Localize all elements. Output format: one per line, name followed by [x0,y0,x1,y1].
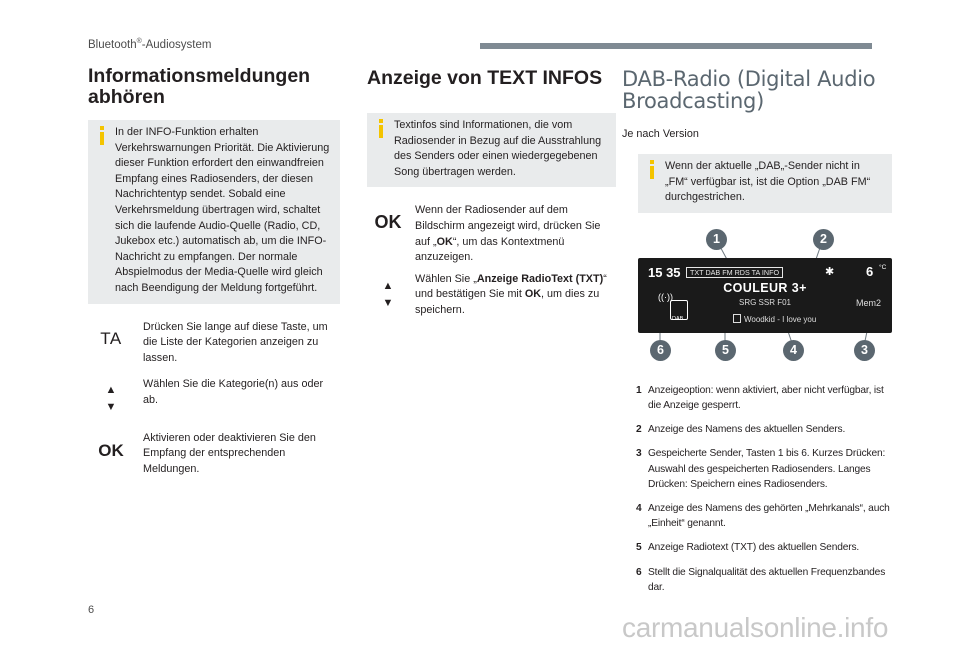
column-text-infos [367,66,616,319]
callout-badge-2: 2 [813,229,834,250]
callout-badge-5: 5 [715,340,736,361]
instruction-arrows: ▲ ▼ Wählen Sie „Anzeige RadioText (TXT)“ und bestätigen Sie mit OK, um dies zu speichern. [367,272,616,319]
callout-badge-6: 6 [650,340,671,361]
section-heading-text-infos: Anzeige von TEXT INFOS [367,67,603,89]
section-heading-info: Informationsmeldungen abhören [88,65,311,108]
instruction-arrows: ▲ ▼ Wählen Sie die Kategorie(n) aus oder ab. [88,377,340,408]
column-info-messages [88,66,340,477]
running-header: Bluetooth®-Audiosystem [88,38,212,51]
up-down-arrow-icon: ▲ ▼ [105,384,117,414]
legend-item: 2 Anzeige des Namens des aktuellen Senders. [636,424,846,436]
ta-button-icon: TA [100,328,122,348]
instruction-ok: OK Wenn der Radiosender auf dem Bildschirm angezeigt wird, drücken Sie auf „OK“, um das Kontextmenü anzuzeigen. [367,203,616,265]
status-options-bar: TXT DAB FM RDS TA INFO [686,267,783,278]
header-rule [480,43,872,49]
ok-button-icon: OK [374,212,402,233]
clock: 15 35 [648,264,681,280]
watermark: carmanualsonline.info [622,612,889,643]
callout-badge-1: 1 [706,229,727,250]
legend-item: 4 Anzeige des Namens des gehörten „Mehrkanals“, auch „Einheit“ genannt. [636,503,890,530]
multiplex-name: SRG SSR F01 [738,297,791,307]
bluetooth-icon: ✱ [825,265,835,278]
temperature-unit: °C [879,263,887,271]
legend-item: 6 Stellt die Signalqualität des aktuellen Frequenzbandes dar. [636,566,886,593]
legend-item: 3 Gespeicherte Sender, Tasten 1 bis 6. Kurzes Drücken: Auswahl des gespeicherten Radiosenders. Langes Drücken: Speichern eines Radiosenders. [636,448,886,490]
info-icon [647,160,658,179]
callout-badge-4: 4 [783,340,804,361]
signal-icon: ((·)) [658,291,673,302]
radiotext: Woodkid - I love you [733,314,816,324]
info-icon [97,126,108,145]
dab-label: DAB [672,315,684,322]
up-down-arrow-icon: ▲ ▼ [382,279,394,309]
legend-item: 1 Anzeigeoption: wenn aktiviert, aber nicht verfügbar, ist die Anzeige gesperrt. [636,384,884,411]
info-box: Wenn der aktuelle „DAB„-Sender nicht in „FM“ verfügbar ist, ist die Option „DAB FM“ durchgestrichen. [638,154,892,213]
station-name: COULEUR 3+ [723,280,807,295]
dab-screen-figure [622,227,892,363]
section-heading-dab: DAB-Radio (Digital Audio Broadcasting) [622,67,876,113]
temperature-value: 6 [866,263,874,279]
info-icon [376,119,387,138]
ok-button-icon: OK [98,440,124,460]
dab-display [638,258,892,333]
legend-item: 5 Anzeige Radiotext (TXT) des aktuellen Senders. [636,542,860,554]
info-box: Textinfos sind Informationen, die vom Radiosender in Bezug auf die Ausstrahlung des Senders oder einen wiedergegebenen Song übertragen werden. [367,113,616,187]
instruction-ok: OK Aktivieren oder deaktivieren Sie den Empfang der entsprechenden Meldungen. [88,431,340,478]
memory-preset: Mem2 [856,297,882,308]
page-number: 6 [88,604,95,616]
legend-list [622,383,892,595]
callout-badge-3: 3 [854,340,875,361]
radiotext-icon [733,314,741,323]
column-dab-radio [622,68,892,604]
info-box: In der INFO-Funktion erhalten Verkehrswarnungen Priorität. Die Aktivierung dieser Funktion erfordert den einwandfreien Empfang eines Radiosenders, der diesen Nachrichtentyp sendet. Sobald eine Verkehrsmeldung übertragen wird, schaltet sich die laufende Audio-Quelle (Radio, CD, Jukebox etc.) automatisch ab, um die INFO-Nachricht zu empfangen. Der normale Abspielmodus der Media-Quelle wird gleich nach Beendigung der Meldung fortgeführt. [88,120,340,304]
version-note: Je nach Version [622,128,699,140]
instruction-ta: TA Drücken Sie lange auf diese Taste, um die Liste der Kategorien anzeigen zu lassen. [88,320,340,367]
